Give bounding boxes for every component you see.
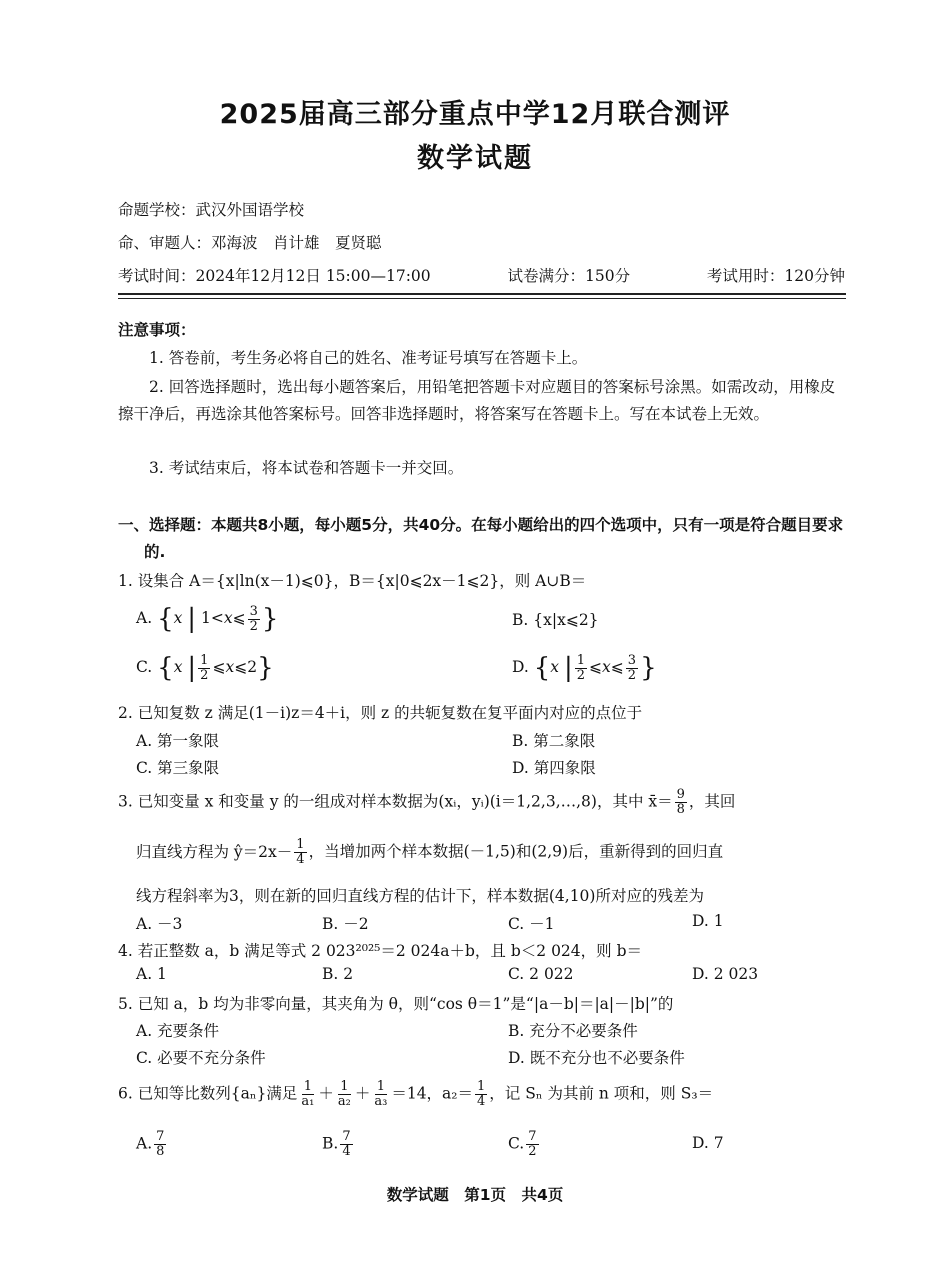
full-score: 试卷满分：150分 [507, 267, 631, 285]
question-1-option-a: A. {x | 1<x⩽ $\frac{3}{2}$ } [136, 603, 279, 634]
exam-subject-title: 数学试题 [417, 143, 533, 174]
bar: | [187, 604, 197, 634]
plus: ＋ [318, 1084, 334, 1103]
question-4-option-c: C. 2 022 [508, 965, 574, 983]
question-2-stem: 2. 已知复数 z 满足(1－i)z＝4＋i，则 z 的共轭复数在复平面内对应的点位于 [118, 704, 643, 722]
option-label: D. [512, 658, 529, 676]
brace: } [640, 653, 657, 683]
question-6-stem [118, 1080, 713, 1109]
fraction [336, 1080, 353, 1109]
fraction [526, 1130, 538, 1159]
question-1-option-b [512, 611, 599, 629]
divider-thin [118, 298, 846, 299]
question-3-option-c: C. －1 [508, 915, 555, 933]
fraction [198, 654, 210, 683]
frac-den: a₃ [374, 1094, 388, 1109]
fraction [626, 654, 638, 683]
brace: } [257, 653, 274, 683]
fraction [340, 1130, 352, 1159]
question-5-option-b: B. 充分不必要条件 [508, 1022, 638, 1040]
question-4-option-d: D. 2 023 [692, 965, 759, 983]
question-6-option-b [322, 1130, 355, 1159]
option-label: A. [136, 1134, 153, 1153]
question-6-option-c [508, 1130, 541, 1159]
notice-title: 注意事项： [118, 321, 196, 339]
stem-text: ＝14，a₂＝ [391, 1084, 474, 1103]
authors-line: 命、审题人：邓海波 肖计雄 夏贤聪 [118, 234, 382, 252]
option-label: A. [136, 609, 153, 627]
frac-num: 1 [576, 652, 586, 668]
frac-num: 7 [156, 1129, 165, 1144]
section-heading-text: 一、选择题：本题共8小题，每小题5分，共40分。在每小题给出的四个选项中，只有一项是符合题目要求的. [118, 516, 844, 561]
fraction [299, 1080, 316, 1109]
question-3-stem-line1 [118, 788, 735, 817]
question-2-option-c: C. 第三象限 [136, 759, 220, 777]
section-heading [118, 512, 850, 566]
bar: | [187, 653, 197, 683]
fraction [248, 605, 260, 634]
notice-item-1: 1. 答卷前，考生务必将自己的姓名、准考证号填写在答题卡上。 [149, 349, 588, 367]
frac-den: a₁ [301, 1094, 315, 1109]
question-5-stem: 5. 已知 a，b 均为非零向量，其夹角为 θ，则“cos θ＝1”是“|a－b|＝|a|－|b|”的 [118, 995, 674, 1013]
frac-num: 1 [200, 652, 209, 668]
question-1-option-c: C. {x | $\frac{1}{2}$ ⩽x⩽2} [136, 652, 274, 683]
question-3-option-a: A. －3 [136, 915, 183, 933]
brace: { [157, 653, 174, 683]
stem-text: 归直线方程为 ŷ＝2x－ [136, 842, 293, 861]
stem-text: ，当增加两个样本数据(－1,5)和(2,9)后，重新得到的回归直 [308, 842, 724, 861]
fraction [575, 654, 587, 683]
page-footer: 数学试题 第1页 共4页 [386, 1186, 564, 1204]
stem-text: ，记 Sₙ 为其前 n 项和，则 S₃＝ [489, 1084, 714, 1103]
frac-den: 4 [477, 1094, 486, 1109]
option-label: B. [322, 1134, 339, 1153]
frac-den: 2 [249, 618, 258, 634]
question-4-stem: 4. 若正整数 a，b 满足等式 2 023²⁰²⁵＝2 024a＋b，且 b＜2 024，则 b＝ [118, 942, 642, 960]
exam-title: 2025届高三部分重点中学12月联合测评 [219, 99, 731, 130]
question-4-option-a: A. 1 [136, 965, 167, 983]
question-2-option-a: A. 第一象限 [136, 732, 220, 750]
option-label: B. [512, 611, 529, 629]
option-label: C. [508, 1134, 525, 1153]
notice-item-3: 3. 考试结束后，将本试卷和答题卡一并交回。 [149, 459, 464, 477]
frac-num: 1 [376, 1079, 385, 1094]
option-label: C. [136, 658, 153, 676]
option-text: {x|x⩽2} [533, 611, 599, 629]
frac-den: 2 [200, 667, 209, 683]
frac-num: 1 [340, 1079, 349, 1094]
frac-den: 2 [627, 667, 637, 683]
frac-num: 1 [303, 1079, 313, 1094]
school-line: 命题学校：武汉外国语学校 [118, 201, 305, 219]
exam-time: 考试时间：2024年12月12日 15:00—17:00 [118, 267, 431, 285]
frac-num: 1 [296, 837, 305, 852]
divider-thick [118, 293, 846, 295]
frac-num: 9 [676, 787, 685, 802]
question-2-option-b: B. 第二象限 [512, 732, 596, 750]
brace: { [533, 653, 551, 683]
fraction [154, 1130, 166, 1159]
frac-den: a₂ [337, 1094, 351, 1109]
fraction [294, 838, 306, 867]
stem-text: 3. 已知变量 x 和变量 y 的一组成对样本数据为(xᵢ，yᵢ)(i＝1,2,3,…,8)，其中 x̄＝ [118, 792, 673, 811]
question-2-option-d: D. 第四象限 [512, 759, 596, 777]
question-4-option-b: B. 2 [322, 965, 354, 983]
brace: } [261, 604, 279, 634]
question-6-option-a [136, 1130, 168, 1159]
question-1-stem: 1. 设集合 A＝{x|ln(x－1)⩽0}，B＝{x|0⩽2x－1⩽2}，则 A∪B＝ [118, 572, 587, 590]
frac-num: 3 [249, 603, 258, 619]
frac-num: 3 [627, 652, 637, 668]
frac-den: 4 [342, 1144, 351, 1159]
question-1-option-d: D. {x | $\frac{1}{2}$ ⩽x⩽ $\frac{3}{2}$ } [512, 652, 657, 683]
question-3-stem-line2 [118, 838, 723, 867]
bar: | [563, 653, 573, 683]
fraction [475, 1080, 487, 1109]
stem-text: ，其回 [688, 792, 736, 811]
frac-den: 2 [528, 1144, 537, 1159]
fraction [372, 1080, 389, 1109]
plus: ＋ [354, 1084, 371, 1103]
question-3-stem-line3: 线方程斜率为3，则在新的回归直线方程的估计下，样本数据(4,10)所对应的残差为 [136, 887, 704, 905]
question-5-option-c: C. 必要不充分条件 [136, 1049, 266, 1067]
question-3-option-b: B. －2 [322, 915, 369, 933]
stem-text: 6. 已知等比数列{aₙ}满足 [118, 1084, 298, 1103]
question-5-option-d: D. 既不充分也不必要条件 [508, 1049, 685, 1067]
exam-info-line [118, 264, 845, 286]
fraction [675, 788, 687, 817]
frac-den: 2 [576, 667, 586, 683]
frac-den: 8 [676, 802, 685, 817]
frac-num: 7 [528, 1129, 537, 1144]
exam-duration: 考试用时：120分钟 [706, 267, 845, 285]
frac-den: 4 [296, 852, 305, 867]
brace: { [157, 604, 174, 634]
question-6-option-d: D. 7 [692, 1134, 724, 1152]
frac-num: 7 [342, 1129, 351, 1144]
notice-item-2: 2. 回答选择题时，选出每小题答案后，用铅笔把答题卡对应题目的答案标号涂黑。如需改动，用橡皮擦干净后，再选涂其他答案标号。回答非选择题时，将答案写在答题卡上。写在本试卷上无效。 [118, 378, 836, 423]
question-3-option-d: D. 1 [692, 912, 724, 930]
frac-num: 1 [477, 1079, 486, 1094]
question-5-option-a: A. 充要条件 [136, 1022, 220, 1040]
frac-den: 8 [156, 1144, 165, 1159]
